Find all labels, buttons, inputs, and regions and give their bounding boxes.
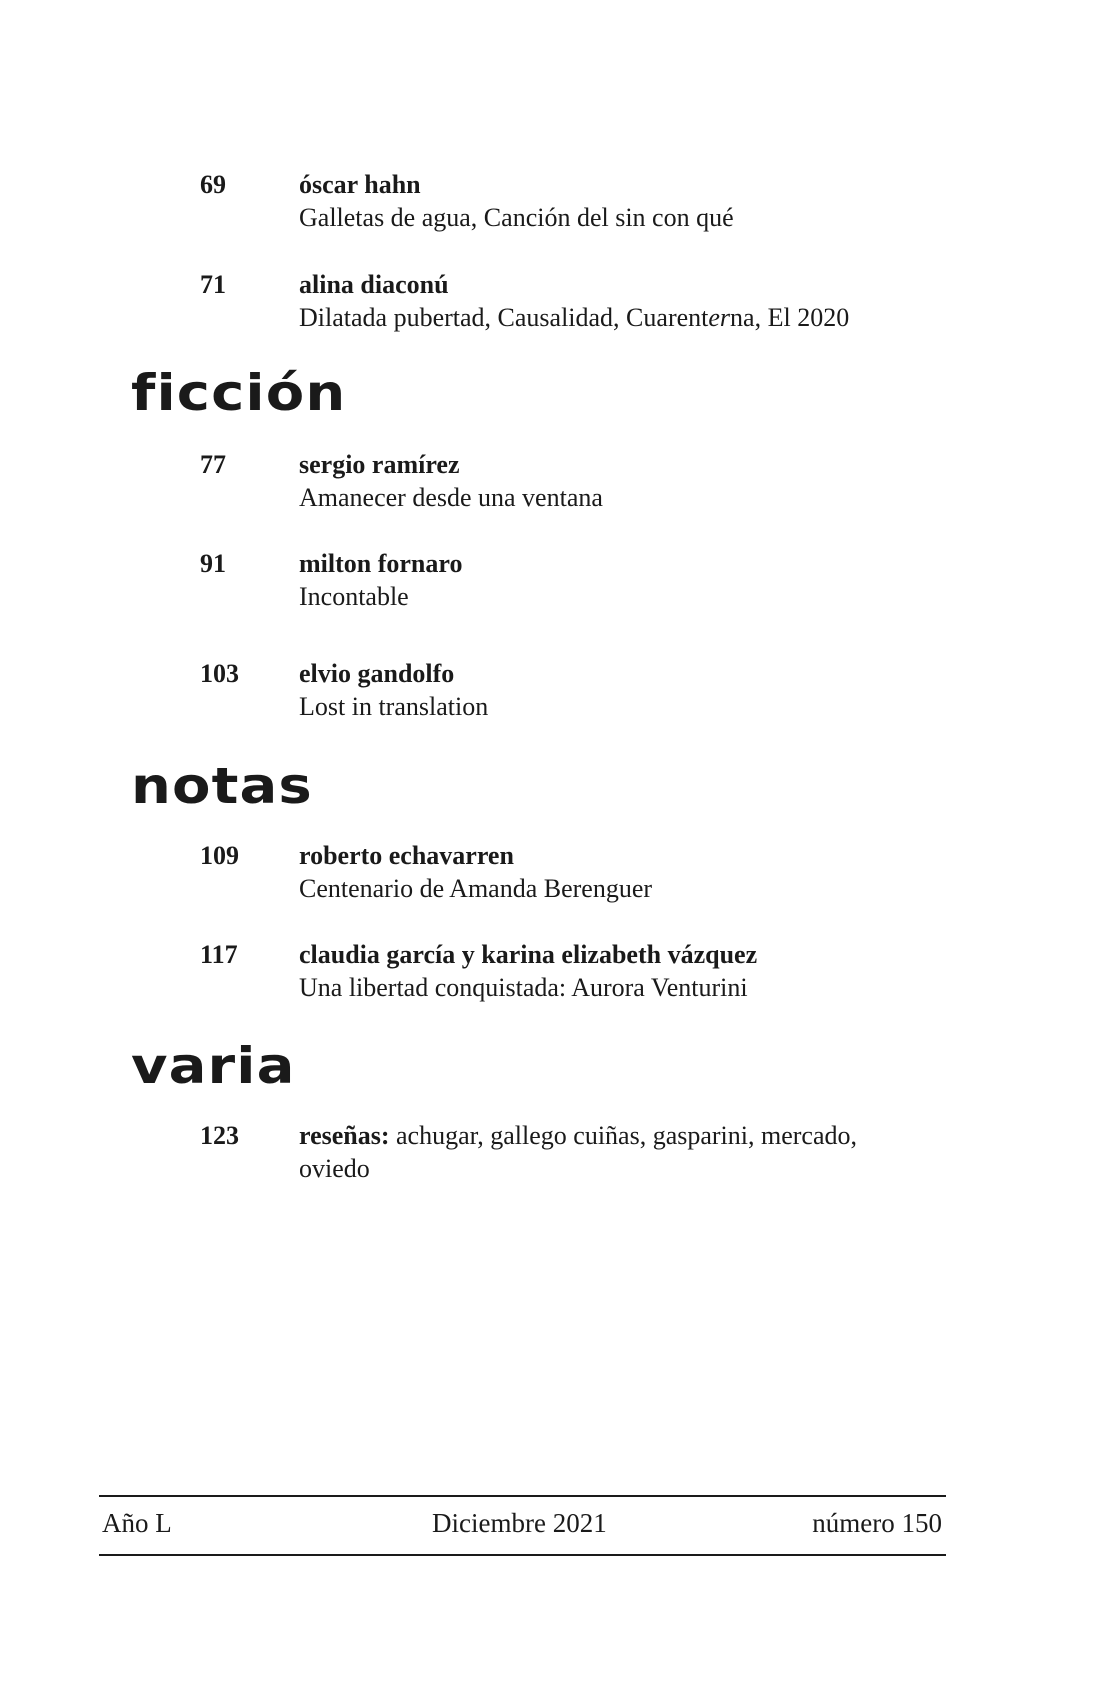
entry-body: [299, 168, 959, 234]
footer-date: Diciembre 2021: [432, 1508, 607, 1538]
section-heading-notas: notas: [131, 757, 313, 815]
entry-body: [299, 657, 959, 723]
author-name: alina diaconú: [299, 270, 449, 299]
section-heading-ficcion: ficción: [131, 364, 347, 422]
footer-top-rule: [99, 1495, 946, 1497]
author-name: elvio gandolfo: [299, 659, 455, 688]
page-number: 123: [200, 1121, 239, 1150]
work-title: Una libertad conquistada: Aurora Venturini: [299, 973, 748, 1002]
entry-body: [299, 938, 959, 1004]
footer-issue-number: número 150: [812, 1508, 942, 1538]
section-heading-varia: varia: [131, 1037, 296, 1095]
page-number: 69: [200, 170, 226, 199]
entry-body: [299, 839, 959, 905]
work-title: Amanecer desde una ventana: [299, 483, 603, 512]
title-italic-part: er: [708, 303, 731, 332]
reviews-line: [299, 1119, 959, 1152]
entry-body: [299, 1119, 959, 1185]
work-title: Incontable: [299, 582, 409, 611]
work-title: [299, 301, 959, 334]
page-number: 71: [200, 270, 226, 299]
entry-body: [299, 547, 959, 613]
title-part: Dilatada pubertad, Causalidad, Cuarent: [299, 303, 709, 332]
work-title: Galletas de agua, Canción del sin con qué: [299, 203, 734, 232]
reviews-authors-continued: oviedo: [299, 1154, 370, 1183]
work-title: Centenario de Amanda Berenguer: [299, 874, 653, 903]
page-number: 91: [200, 549, 226, 578]
reviews-label: reseñas:: [299, 1121, 390, 1150]
footer-year: Año L: [102, 1508, 172, 1538]
entry-body: [299, 448, 959, 514]
author-name: claudia garcía y karina elizabeth vázquez: [299, 940, 758, 969]
title-part: na, El 2020: [730, 303, 850, 332]
work-title: Lost in translation: [299, 692, 489, 721]
reviews-authors: achugar, gallego cuiñas, gasparini, mercado,: [396, 1121, 858, 1150]
page-number: 103: [200, 659, 239, 688]
footer-bottom-rule: [99, 1554, 946, 1556]
page-number: 117: [200, 940, 238, 969]
author-name: roberto echavarren: [299, 841, 514, 870]
author-name: sergio ramírez: [299, 450, 460, 479]
author-name: óscar hahn: [299, 170, 421, 199]
page-number: 77: [200, 450, 226, 479]
page-number: 109: [200, 841, 239, 870]
author-name: milton fornaro: [299, 549, 463, 578]
entry-body: [299, 268, 959, 334]
